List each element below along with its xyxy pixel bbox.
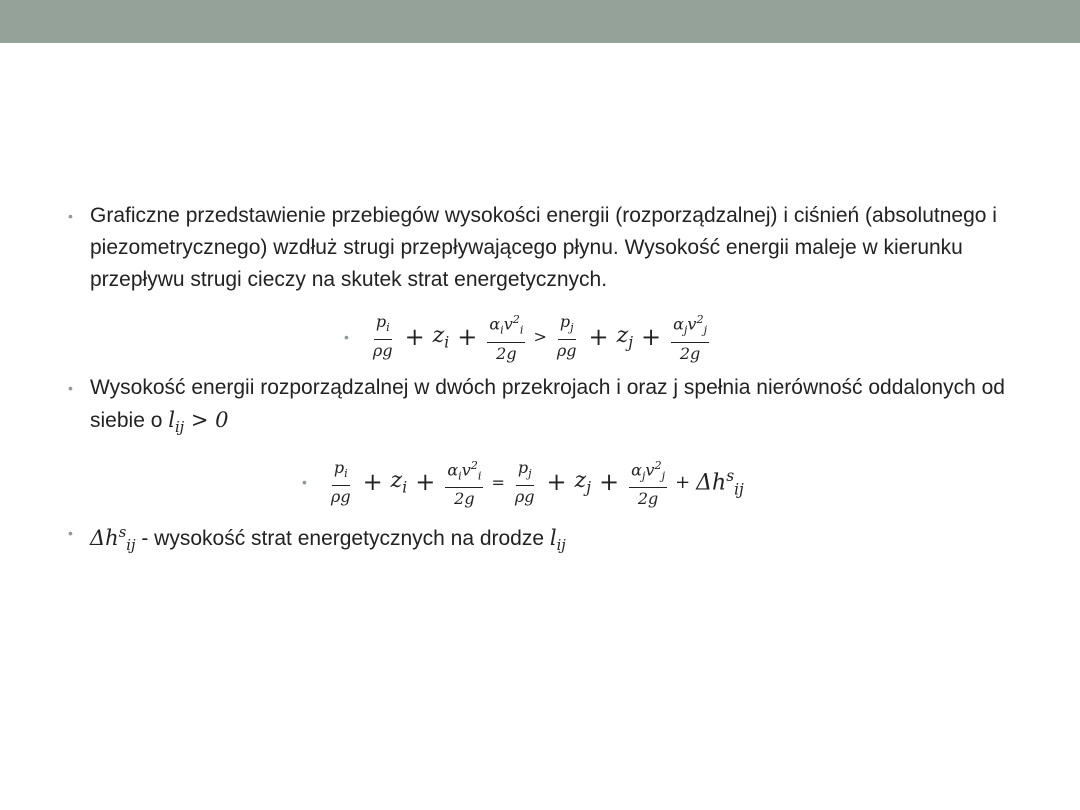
fraction-alpha-j: $\frac{\alpha_jv^2_j}{2g}$	[671, 310, 709, 364]
relation-sign: =	[491, 472, 505, 492]
bullet-dot-icon: •	[68, 208, 73, 224]
bullet-3-text: - wysokość strat energetycznych na drodze	[141, 527, 545, 551]
fraction-pj-rhog: $\frac{p_j}{\rho g}$	[556, 312, 577, 361]
bullet-1-text: Graficzne przedstawienie przebiegów wysokości energii (rozporządzalnej) i ciśnień (absolutnego i piezometrycznego) wzdłuż strugi przepływającego płynu. Wysokość energii maleje w kierunku przepływu strugi cieczy na skutek strat energetycznych.	[90, 204, 997, 291]
fraction-alpha-j: $\frac{\alpha_jv^2_j}{2g}$	[629, 456, 667, 510]
bullet-dot-icon: •	[68, 525, 73, 542]
bullet-2-math: $l_{ij} > 0$	[168, 407, 229, 436]
bullet-3-math-end: $l_{ij}$	[549, 526, 566, 555]
bullet-item-2	[62, 372, 1020, 444]
loss-term: $\Delta h^s_{ij}$	[696, 466, 744, 499]
equation-inequality: • $\frac{p_i}{\rho g}$ + $z_i$ + $\frac{\alpha_iv^2_i}{2g}$ > $\frac{p_j}{\rho g}$ + $z_j$ + $\frac{\alpha_jv^2_j}{2g}$	[344, 310, 1012, 364]
slide-content	[62, 200, 1012, 562]
relation-sign: >	[533, 327, 547, 347]
bullet-dot-icon: •	[68, 379, 73, 396]
equation-energy-balance: • $\frac{p_i}{\rho g}$ + $z_i$ + $\frac{\alpha_iv^2_i}{2g}$ = $\frac{p_j}{\rho g}$ + $z_j$ + $\frac{\alpha_jv^2_j}{2g}$ + $\Delta h^s_{ij}$	[302, 456, 1012, 510]
fraction-pi-rhog: $\frac{p_i}{\rho g}$	[330, 457, 351, 507]
fraction-alpha-i: $\frac{\alpha_iv^2_i}{2g}$	[445, 456, 483, 510]
bullet-2-text: Wysokość energii rozporządzalnej w dwóch przekrojach i oraz j spełnia nierówność oddalonych od siebie o	[90, 375, 1005, 432]
bullet-item-1	[62, 200, 1020, 296]
bullet-item-3	[62, 517, 1020, 562]
bullet-dot-icon: •	[302, 474, 307, 491]
bullet-3-math: $\Delta h^s_{ij}$	[90, 524, 136, 555]
fraction-alpha-i: $\frac{\alpha_iv^2_i}{2g}$	[487, 310, 525, 364]
fraction-pj-rhog: $\frac{p_j}{\rho g}$	[514, 457, 535, 507]
fraction-pi-rhog: $\frac{p_i}{\rho g}$	[372, 312, 393, 361]
bullet-dot-icon: •	[344, 328, 349, 345]
top-accent-bar	[0, 0, 1080, 43]
